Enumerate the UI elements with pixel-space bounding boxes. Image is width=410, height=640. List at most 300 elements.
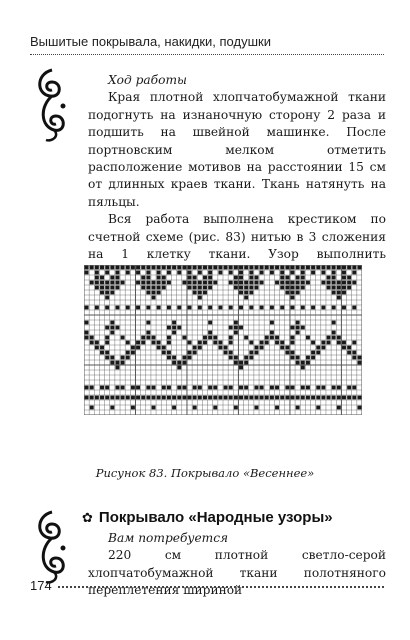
stitch-cell (152, 266, 156, 270)
stitch-cell (347, 386, 351, 390)
stitch-cell (301, 366, 305, 370)
stitch-cell (327, 396, 331, 400)
stitch-cell (352, 351, 356, 355)
stitch-cell (311, 266, 315, 270)
stitch-cell (172, 321, 176, 325)
stitch-cell (301, 361, 305, 365)
stitch-cell (275, 266, 279, 270)
stitch-cell (311, 306, 315, 310)
stitch-cell (110, 276, 114, 280)
stitch-cell (193, 346, 197, 350)
stitch-cell (352, 386, 356, 390)
stitch-cell (136, 341, 140, 345)
stitch-cell (115, 326, 119, 330)
stitch-cell (193, 351, 197, 355)
stitch-cell (260, 266, 264, 270)
stitch-cell (193, 286, 197, 290)
stitch-cell (131, 266, 135, 270)
stitch-cell (198, 306, 202, 310)
stitch-cell (296, 406, 300, 410)
stitch-cell (239, 271, 243, 275)
stitch-cell (152, 291, 156, 295)
stitch-cell (193, 386, 197, 390)
stitch-cell (239, 306, 243, 310)
stitch-cell (316, 351, 320, 355)
stitch-cell (157, 291, 161, 295)
stitch-cell (265, 396, 269, 400)
stitch-cell (249, 396, 253, 400)
stitch-cell (100, 396, 104, 400)
stitch-cell (296, 356, 300, 360)
stitch-cell (177, 366, 181, 370)
stitch-cell (332, 396, 336, 400)
stitch-cell (280, 396, 284, 400)
stitch-cell (229, 396, 233, 400)
stitch-cell (162, 266, 166, 270)
stitch-cell (90, 386, 94, 390)
stitch-cell (352, 306, 356, 310)
stitch-cell (90, 266, 94, 270)
stitch-cell (146, 321, 150, 325)
stitch-cell (270, 271, 274, 275)
stitch-cell (152, 396, 156, 400)
subheading-work: Ход работы (108, 73, 187, 87)
stitch-cell (260, 396, 264, 400)
stitch-cell (162, 396, 166, 400)
stitch-cell (327, 341, 331, 345)
stitch-cell (141, 266, 145, 270)
stitch-cell (188, 396, 192, 400)
stitch-cell (316, 406, 320, 410)
stitch-cell (352, 396, 356, 400)
stitch-cell (136, 281, 140, 285)
stitch-cell (332, 331, 336, 335)
stitch-cell (342, 306, 346, 310)
stitch-cell (224, 386, 228, 390)
stitch-cell (90, 336, 94, 340)
stitch-cell (239, 326, 243, 330)
stitch-cell (90, 406, 94, 410)
stitch-cell (110, 361, 114, 365)
stitch-cell (270, 396, 274, 400)
stitch-cell (347, 266, 351, 270)
stitch-cell (141, 341, 145, 345)
stitch-cell (229, 266, 233, 270)
stitch-cell (85, 321, 89, 325)
stitch-cell (188, 286, 192, 290)
stitch-cell (157, 396, 161, 400)
chart-svg (84, 265, 362, 415)
stitch-cell (347, 281, 351, 285)
stitch-cell (306, 361, 310, 365)
stitch-cell (337, 281, 341, 285)
stitch-cell (249, 266, 253, 270)
stitch-cell (188, 276, 192, 280)
subheading-materials: Вам потребуется (108, 531, 229, 545)
stitch-cell (105, 356, 109, 360)
stitch-cell (95, 276, 99, 280)
stitch-cell (239, 281, 243, 285)
stitch-cell (208, 286, 212, 290)
stitch-cell (280, 281, 284, 285)
stitch-cell (141, 276, 145, 280)
stitch-cell (208, 266, 212, 270)
stitch-cell (105, 286, 109, 290)
stitch-cell (208, 386, 212, 390)
stitch-cell (198, 386, 202, 390)
stitch-cell (342, 396, 346, 400)
stitch-cell (152, 406, 156, 410)
stitch-cell (208, 306, 212, 310)
stitch-cell (167, 336, 171, 340)
stitch-cell (105, 341, 109, 345)
stitch-cell (105, 386, 109, 390)
stitch-cell (291, 286, 295, 290)
stitch-cell (95, 346, 99, 350)
stitch-cell (291, 356, 295, 360)
stitch-cell (177, 271, 181, 275)
stitch-cell (352, 271, 356, 275)
stitch-cell (172, 396, 176, 400)
stitch-cell (126, 351, 130, 355)
stitch-cell (100, 386, 104, 390)
stitch-cell (285, 281, 289, 285)
stitch-cell (275, 396, 279, 400)
stitch-cell (321, 386, 325, 390)
stitch-cell (316, 266, 320, 270)
stitch-cell (146, 291, 150, 295)
stitch-cell (306, 281, 310, 285)
stitch-cell (198, 271, 202, 275)
stitch-cell (337, 406, 341, 410)
stitch-cell (260, 386, 264, 390)
stitch-cell (146, 266, 150, 270)
stitch-cell (208, 396, 212, 400)
stitch-cell (296, 326, 300, 330)
stitch-cell (95, 396, 99, 400)
stitch-cell (208, 276, 212, 280)
stitch-cell (234, 361, 238, 365)
stitch-cell (296, 266, 300, 270)
stitch-cell (249, 281, 253, 285)
stitch-cell (146, 386, 150, 390)
stitch-cell (234, 356, 238, 360)
stitch-cell (136, 271, 140, 275)
stitch-cell (121, 336, 125, 340)
stitch-cell (229, 306, 233, 310)
stitch-cell (321, 396, 325, 400)
stitch-cell (260, 341, 264, 345)
stitch-cell (280, 286, 284, 290)
stitch-cell (347, 351, 351, 355)
stitch-cell (229, 386, 233, 390)
stitch-cell (95, 341, 99, 345)
stitch-cell (157, 341, 161, 345)
stitch-cell (316, 386, 320, 390)
stitch-cell (332, 276, 336, 280)
stitch-cell (162, 281, 166, 285)
stitch-cell (285, 351, 289, 355)
stitch-cell (260, 281, 264, 285)
stitch-cell (95, 271, 99, 275)
stitch-cell (234, 276, 238, 280)
stitch-cell (239, 276, 243, 280)
stitch-cell (188, 271, 192, 275)
stitch-cell (182, 386, 186, 390)
cross-stitch-chart (84, 265, 362, 415)
stitch-cell (100, 346, 104, 350)
stitch-cell (213, 266, 217, 270)
stitch-cell (332, 271, 336, 275)
stitch-cell (188, 281, 192, 285)
stitch-cell (280, 306, 284, 310)
stitch-cell (280, 276, 284, 280)
stitch-cell (249, 341, 253, 345)
stitch-cell (357, 406, 361, 410)
stitch-cell (352, 341, 356, 345)
stitch-cell (332, 336, 336, 340)
stitch-cell (115, 366, 119, 370)
stitch-cell (234, 331, 238, 335)
stitch-cell (285, 266, 289, 270)
stitch-cell (239, 286, 243, 290)
stitch-cell (167, 326, 171, 330)
stitch-cell (131, 346, 135, 350)
stitch-cell (100, 276, 104, 280)
stitch-cell (121, 281, 125, 285)
stitch-cell (337, 396, 341, 400)
stitch-cell (208, 331, 212, 335)
stitch-cell (321, 271, 325, 275)
stitch-cell (157, 266, 161, 270)
stitch-cell (105, 396, 109, 400)
stitch-cell (265, 336, 269, 340)
stitch-cell (275, 341, 279, 345)
stitch-cell (157, 346, 161, 350)
stitch-cell (105, 296, 109, 300)
stitch-cell (301, 266, 305, 270)
stitch-cell (291, 341, 295, 345)
stitch-cell (167, 341, 171, 345)
stitch-cell (167, 306, 171, 310)
stitch-cell (188, 351, 192, 355)
stitch-cell (254, 276, 258, 280)
stitch-cell (265, 341, 269, 345)
stitch-cell (352, 266, 356, 270)
stitch-cell (244, 386, 248, 390)
stitch-cell (203, 286, 207, 290)
stitch-cell (152, 341, 156, 345)
stitch-cell (126, 396, 130, 400)
stitch-cell (121, 266, 125, 270)
stitch-cell (321, 346, 325, 350)
stitch-cell (193, 406, 197, 410)
stitch-cell (182, 356, 186, 360)
stitch-cell (177, 306, 181, 310)
stitch-cell (115, 396, 119, 400)
stitch-cell (167, 356, 171, 360)
stitch-cell (234, 326, 238, 330)
stitch-cell (234, 321, 238, 325)
stitch-cell (244, 286, 248, 290)
stitch-cell (218, 396, 222, 400)
stitch-cell (260, 271, 264, 275)
stitch-cell (182, 396, 186, 400)
stitch-cell (110, 266, 114, 270)
stitch-cell (218, 306, 222, 310)
stitch-cell (254, 396, 258, 400)
stitch-cell (301, 326, 305, 330)
stitch-cell (291, 266, 295, 270)
stitch-cell (239, 361, 243, 365)
stitch-cell (213, 406, 217, 410)
stitch-cell (115, 281, 119, 285)
stitch-cell (306, 396, 310, 400)
stitch-cell (342, 286, 346, 290)
stitch-cell (234, 286, 238, 290)
stitch-cell (146, 306, 150, 310)
stitch-cell (234, 406, 238, 410)
stitch-cell (306, 356, 310, 360)
stitch-cell (100, 286, 104, 290)
stitch-cell (224, 351, 228, 355)
stitch-cell (301, 306, 305, 310)
stitch-cell (306, 386, 310, 390)
stitch-cell (85, 331, 89, 335)
stitch-cell (260, 346, 264, 350)
stitch-cell (321, 306, 325, 310)
stitch-cell (172, 361, 176, 365)
stitch-cell (198, 341, 202, 345)
stitch-cell (337, 286, 341, 290)
stitch-cell (188, 266, 192, 270)
stitch-cell (244, 396, 248, 400)
flower-bullet-icon: ✿ (82, 509, 93, 525)
stitch-cell (291, 336, 295, 340)
stitch-cell (105, 326, 109, 330)
paragraph: Края плотной хлопчатобумажной ткани подогнуть на изнаночную сторону 2 раза и подшить на швейной машинке. После портновским мелком отметить расположение мотивов на расстоянии 15 см от длинных краев ткани. Ткань натянуть на пяльцы. (88, 90, 386, 209)
stitch-cell (177, 326, 181, 330)
stitch-cell (244, 291, 248, 295)
stitch-cell (100, 291, 104, 295)
stitch-cell (332, 281, 336, 285)
stitch-cell (110, 331, 114, 335)
stitch-cell (177, 386, 181, 390)
stitch-cell (270, 266, 274, 270)
stitch-cell (115, 386, 119, 390)
stitch-cell (136, 266, 140, 270)
stitch-cell (296, 291, 300, 295)
stitch-cell (162, 346, 166, 350)
stitch-cell (291, 296, 295, 300)
stitch-cell (254, 346, 258, 350)
stitch-cell (234, 266, 238, 270)
stitch-cell (270, 331, 274, 335)
section-title-text: Покрывало «Народные узоры» (98, 509, 333, 526)
ornament-swirl-icon (30, 508, 74, 586)
stitch-cell (141, 286, 145, 290)
stitch-cell (239, 291, 243, 295)
stitch-cell (321, 281, 325, 285)
stitch-cell (100, 281, 104, 285)
stitch-cell (347, 346, 351, 350)
stitch-cell (121, 386, 125, 390)
stitch-cell (172, 406, 176, 410)
stitch-cell (234, 281, 238, 285)
stitch-cell (249, 306, 253, 310)
stitch-cell (311, 356, 315, 360)
stitch-cell (249, 351, 253, 355)
stitch-cell (85, 306, 89, 310)
stitch-cell (115, 276, 119, 280)
header-rule (30, 54, 384, 55)
stitch-cell (265, 266, 269, 270)
stitch-cell (167, 266, 171, 270)
stitch-cell (224, 396, 228, 400)
stitch-cell (146, 276, 150, 280)
stitch-cell (152, 336, 156, 340)
stitch-cell (136, 386, 140, 390)
stitch-cell (198, 396, 202, 400)
stitch-cell (280, 271, 284, 275)
stitch-cell (136, 306, 140, 310)
stitch-cell (146, 286, 150, 290)
stitch-cell (146, 336, 150, 340)
stitch-cell (105, 266, 109, 270)
stitch-cell (95, 281, 99, 285)
stitch-cell (172, 266, 176, 270)
stitch-cell (337, 341, 341, 345)
stitch-cell (167, 396, 171, 400)
stitch-cell (229, 341, 233, 345)
stitch-cell (275, 281, 279, 285)
stitch-cell (110, 396, 114, 400)
stitch-cell (301, 281, 305, 285)
stitch-cell (131, 396, 135, 400)
stitch-cell (218, 271, 222, 275)
stitch-cell (95, 286, 99, 290)
stitch-cell (213, 281, 217, 285)
stitch-cell (254, 406, 258, 410)
stitch-cell (172, 331, 176, 335)
stitch-cell (115, 286, 119, 290)
stitch-cell (327, 286, 331, 290)
stitch-cell (193, 281, 197, 285)
stitch-cell (229, 281, 233, 285)
stitch-cell (342, 281, 346, 285)
stitch-cell (182, 281, 186, 285)
stitch-cell (321, 341, 325, 345)
stitch-cell (296, 321, 300, 325)
stitch-cell (110, 286, 114, 290)
stitch-cell (177, 361, 181, 365)
stitch-cell (198, 281, 202, 285)
running-head: Вышитые покрывала, накидки, подушки (30, 34, 271, 49)
stitch-cell (218, 341, 222, 345)
stitch-cell (254, 281, 258, 285)
stitch-cell (296, 281, 300, 285)
stitch-cell (301, 396, 305, 400)
figure-caption: Рисунок 83. Покрывало «Весеннее» (95, 466, 315, 480)
stitch-cell (337, 266, 341, 270)
stitch-cell (146, 331, 150, 335)
stitch-cell (301, 286, 305, 290)
stitch-cell (167, 386, 171, 390)
paragraph: Вся работа выполнена крестиком по счетной схеме (рис. 83) нитью в 3 сложения на 1 клетку ткани. Узор выполнить (88, 212, 386, 262)
stitch-cell (198, 286, 202, 290)
stitch-cell (357, 361, 361, 365)
stitch-cell (121, 356, 125, 360)
